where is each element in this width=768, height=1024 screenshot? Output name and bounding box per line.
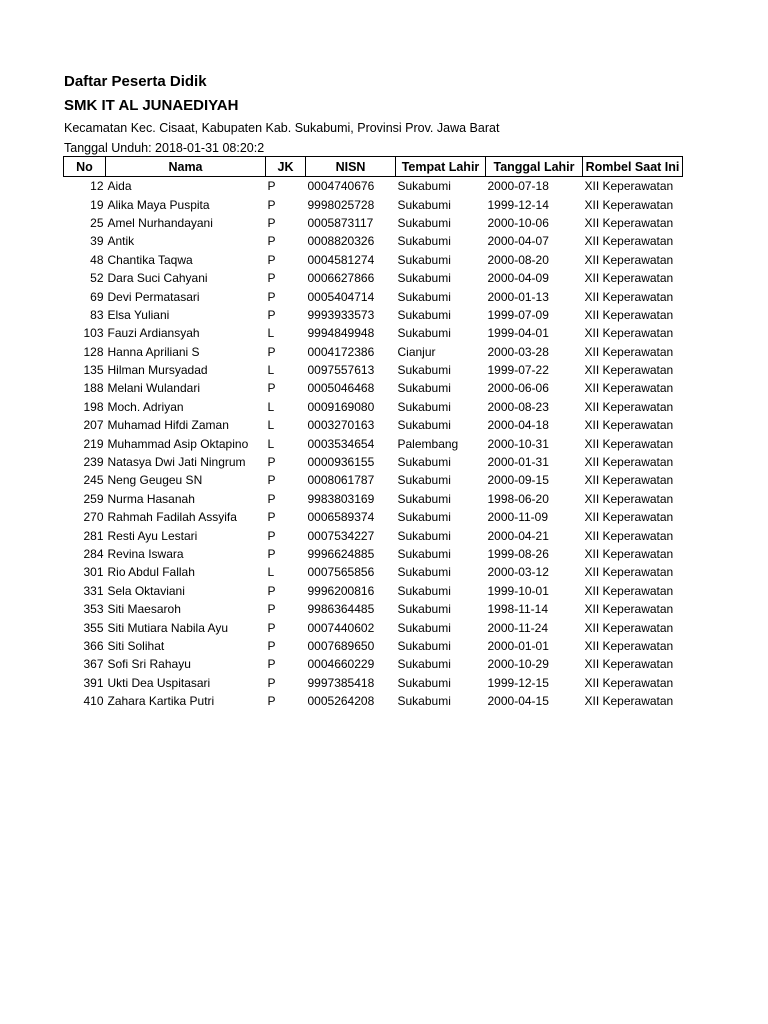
table-row [64,379,683,397]
cell-tanggal-lahir: 2000-03-28 [487,344,549,359]
cell-tempat-lahir: Sukabumi [397,602,451,617]
cell-no: 219 [83,436,104,451]
cell-nisn: 0005264208 [307,694,375,709]
cell-nisn: 0007440602 [307,620,375,635]
table-row [64,545,683,563]
cell-jk: L [267,436,275,451]
cell-no: 12 [90,179,104,194]
cell-tempat-lahir: Sukabumi [397,307,451,322]
table-row [64,655,683,673]
cell-no: 410 [83,694,104,709]
cell-rombel: XII Keperawatan [584,473,674,488]
table-row [64,232,683,250]
cell-tanggal-lahir: 2000-08-20 [487,252,549,267]
cell-nama: Elsa Yuliani [107,307,170,322]
cell-jk: P [267,620,276,635]
cell-jk: P [267,547,276,561]
header-no: No [64,157,106,177]
table-header [64,157,683,177]
cell-tanggal-lahir: 2000-04-07 [487,234,549,249]
cell-jk: P [267,583,276,598]
cell-tempat-lahir: Sukabumi [397,675,451,690]
student-table [63,156,683,710]
table-row [64,637,683,655]
cell-rombel: XII Keperawatan [584,455,674,470]
cell-rombel: XII Keperawatan [584,583,674,598]
cell-nama: Revina Iswara [107,547,184,561]
cell-tanggal-lahir: 2000-03-12 [487,565,549,580]
cell-tempat-lahir: Sukabumi [397,326,451,341]
header-row [64,157,683,177]
cell-rombel: XII Keperawatan [584,363,674,378]
cell-jk: P [267,215,276,230]
cell-nama: Zahara Kartika Putri [107,694,215,709]
table-row [64,674,683,692]
cell-nama: Resti Ayu Lestari [107,528,198,543]
cell-tanggal-lahir: 2000-06-06 [487,381,549,396]
cell-jk: P [267,289,276,304]
cell-nama: Sofi Sri Rahayu [107,657,191,672]
cell-nama: Sela Oktaviani [107,583,185,598]
table-row [64,618,683,636]
cell-tanggal-lahir: 2000-04-09 [487,271,549,286]
cell-tanggal-lahir: 2000-10-31 [487,436,549,451]
cell-nama: Devi Permatasari [107,289,200,304]
cell-jk: P [267,638,276,653]
cell-tempat-lahir: Sukabumi [397,473,451,488]
cell-nisn: 9996624885 [307,547,375,561]
cell-nisn: 0006589374 [307,510,375,525]
cell-rombel: XII Keperawatan [584,436,674,451]
cell-tempat-lahir: Sukabumi [397,215,451,230]
cell-nama: Muhammad Asip Oktapino [107,436,249,451]
cell-no: 366 [83,638,104,653]
cell-nama: Antik [107,234,135,249]
table-row [64,600,683,618]
cell-no: 367 [83,657,104,672]
cell-nama: Fauzi Ardiansyah [107,326,200,341]
cell-nisn: 9997385418 [307,675,375,690]
cell-rombel: XII Keperawatan [584,399,674,414]
cell-rombel: XII Keperawatan [584,638,674,653]
cell-no: 135 [83,363,104,378]
cell-nama: Neng Geugeu SN [107,473,203,488]
cell-nisn: 0097557613 [307,363,375,378]
header-nisn: NISN [306,157,396,177]
cell-rombel: XII Keperawatan [584,694,674,709]
cell-tanggal-lahir: 1999-07-09 [487,307,549,322]
cell-jk: P [267,491,276,506]
cell-tanggal-lahir: 1999-10-01 [487,583,549,598]
cell-tempat-lahir: Sukabumi [397,565,451,580]
cell-tanggal-lahir: 2000-01-13 [487,289,549,304]
cell-tempat-lahir: Sukabumi [397,491,451,506]
cell-tempat-lahir: Sukabumi [397,657,451,672]
cell-no: 281 [83,528,104,543]
cell-tempat-lahir: Sukabumi [397,694,451,709]
location-line: Kecamatan Kec. Cisaat, Kabupaten Kab. Sukabumi, Provinsi Prov. Jawa Barat [64,121,500,135]
header-nama: Nama [106,157,266,177]
table-row [64,582,683,600]
cell-jk: P [267,381,276,396]
cell-tanggal-lahir: 1999-04-01 [487,326,549,341]
cell-jk: P [267,675,276,690]
cell-tempat-lahir: Sukabumi [397,197,451,212]
cell-rombel: XII Keperawatan [584,344,674,359]
cell-jk: P [267,252,276,267]
table-row [64,324,683,342]
cell-nisn: 0008820326 [307,234,375,249]
cell-jk: L [267,418,275,433]
table-row [64,343,683,361]
cell-nama: Chantika Taqwa [107,252,193,267]
cell-nisn: 0003270163 [307,418,375,433]
download-date: Tanggal Unduh: 2018-01-31 08:20:2 [64,141,265,155]
table-body [64,177,683,711]
cell-jk: P [267,234,276,249]
cell-no: 39 [90,234,104,249]
cell-tanggal-lahir: 1999-12-15 [487,675,549,690]
cell-no: 48 [90,252,104,267]
cell-tempat-lahir: Sukabumi [397,528,451,543]
cell-nama: Moch. Adriyan [107,399,184,414]
cell-tanggal-lahir: 1999-08-26 [487,547,549,561]
cell-nama: Nurma Hasanah [107,491,195,506]
cell-jk: P [267,307,276,322]
cell-nisn: 0005873117 [307,215,374,230]
cell-no: 128 [83,344,104,359]
cell-nisn: 0004740676 [307,179,375,194]
cell-nama: Natasya Dwi Jati Ningrum [107,455,246,470]
cell-nisn: 9993933573 [307,307,375,322]
cell-nama: Rahmah Fadilah Assyifa [107,510,237,525]
cell-rombel: XII Keperawatan [584,381,674,396]
cell-no: 331 [83,583,104,598]
table-row [64,416,683,434]
table-row [64,434,683,452]
cell-tempat-lahir: Palembang [397,436,459,451]
cell-nama: Siti Maesaroh [107,602,181,617]
cell-jk: P [267,179,276,194]
table-row [64,177,683,196]
cell-tempat-lahir: Sukabumi [397,179,451,194]
cell-tanggal-lahir: 2000-08-23 [487,399,549,414]
cell-rombel: XII Keperawatan [584,179,674,194]
cell-tanggal-lahir: 2000-04-21 [487,528,549,543]
cell-rombel: XII Keperawatan [584,289,674,304]
cell-no: 301 [83,565,104,580]
cell-tempat-lahir: Sukabumi [397,252,451,267]
cell-no: 270 [83,510,104,525]
cell-nisn: 0003534654 [307,436,375,451]
cell-nisn: 0005046468 [307,381,375,396]
cell-jk: P [267,510,276,525]
cell-nama: Aida [107,179,132,194]
header-tanggal-lahir: Tanggal Lahir [486,157,583,177]
cell-nisn: 9996200816 [307,583,375,598]
cell-tempat-lahir: Sukabumi [397,399,451,414]
cell-tempat-lahir: Sukabumi [397,234,451,249]
cell-rombel: XII Keperawatan [584,565,674,580]
cell-no: 245 [83,473,104,488]
cell-no: 207 [83,418,104,433]
cell-jk: P [267,528,276,543]
cell-tempat-lahir: Sukabumi [397,271,451,286]
cell-jk: P [267,473,276,488]
cell-nisn: 9986364485 [307,602,375,617]
cell-rombel: XII Keperawatan [584,215,674,230]
header-rombel: Rombel Saat Ini [583,157,683,177]
cell-jk: P [267,657,276,672]
document-title: Daftar Peserta Didik [64,73,207,90]
table-row [64,251,683,269]
cell-no: 284 [83,547,104,561]
cell-tanggal-lahir: 2000-01-01 [487,638,549,653]
cell-jk: P [267,455,276,470]
cell-nisn: 0000936155 [307,455,375,470]
cell-rombel: XII Keperawatan [584,675,674,690]
cell-no: 259 [83,491,104,506]
cell-tempat-lahir: Sukabumi [397,418,451,433]
cell-nama: Alika Maya Puspita [107,197,210,212]
cell-rombel: XII Keperawatan [584,547,674,561]
table-row [64,195,683,213]
cell-rombel: XII Keperawatan [584,491,674,506]
cell-nama: Dara Suci Cahyani [107,271,208,286]
cell-rombel: XII Keperawatan [584,252,674,267]
cell-nama: Ukti Dea Uspitasari [107,675,211,690]
cell-tanggal-lahir: 1999-12-14 [487,197,549,212]
cell-no: 355 [83,620,104,635]
cell-rombel: XII Keperawatan [584,326,674,341]
cell-nisn: 0007534227 [307,528,375,543]
cell-nisn: 0008061787 [307,473,375,488]
school-name: SMK IT AL JUNAEDIYAH [64,97,239,114]
table-row [64,692,683,710]
cell-rombel: XII Keperawatan [584,528,674,543]
cell-nisn: 0007689650 [307,638,375,653]
cell-jk: P [267,602,276,617]
cell-tanggal-lahir: 1998-06-20 [487,491,549,506]
cell-no: 25 [90,215,104,230]
table-row [64,526,683,544]
cell-rombel: XII Keperawatan [584,418,674,433]
cell-tanggal-lahir: 2000-11-09 [487,510,548,525]
cell-nisn: 0004581274 [307,252,375,267]
cell-tempat-lahir: Sukabumi [397,620,451,635]
cell-nama: Muhamad Hifdi Zaman [107,418,229,433]
table-row [64,490,683,508]
cell-nama: Rio Abdul Fallah [107,565,195,580]
cell-tempat-lahir: Sukabumi [397,363,451,378]
cell-rombel: XII Keperawatan [584,307,674,322]
header-jk: JK [266,157,306,177]
cell-jk: P [267,197,276,212]
table-row [64,306,683,324]
cell-tanggal-lahir: 1998-11-14 [487,602,548,617]
cell-nisn: 9994849948 [307,326,375,341]
cell-tempat-lahir: Sukabumi [397,289,451,304]
cell-no: 103 [83,326,104,341]
cell-no: 198 [83,399,104,414]
cell-nisn: 0004660229 [307,657,375,672]
cell-rombel: XII Keperawatan [584,620,674,635]
cell-no: 69 [90,289,104,304]
cell-tempat-lahir: Sukabumi [397,547,451,561]
header-tempat-lahir: Tempat Lahir [396,157,486,177]
cell-nisn: 0006627866 [307,271,375,286]
cell-nama: Hanna Apriliani S [107,344,200,359]
cell-nama: Melani Wulandari [107,381,200,396]
cell-no: 391 [83,675,104,690]
table-row [64,287,683,305]
cell-jk: L [267,565,275,580]
table-row [64,361,683,379]
cell-no: 353 [83,602,104,617]
cell-no: 19 [90,197,104,212]
cell-rombel: XII Keperawatan [584,602,674,617]
cell-jk: P [267,694,276,709]
cell-jk: L [267,363,275,378]
cell-tempat-lahir: Sukabumi [397,638,451,653]
cell-jk: L [267,326,275,341]
cell-nisn: 9983803169 [307,491,375,506]
cell-tempat-lahir: Cianjur [397,344,436,359]
cell-tanggal-lahir: 2000-04-18 [487,418,549,433]
cell-no: 239 [83,455,104,470]
cell-nama: Siti Mutiara Nabila Ayu [107,620,229,635]
cell-tanggal-lahir: 2000-10-06 [487,215,549,230]
table-row [64,453,683,471]
cell-no: 83 [90,307,104,322]
cell-nisn: 9998025728 [307,197,375,212]
table-row [64,471,683,489]
table-row [64,398,683,416]
cell-nisn: 0005404714 [307,289,375,304]
cell-tempat-lahir: Sukabumi [397,583,451,598]
table-row [64,508,683,526]
cell-rombel: XII Keperawatan [584,510,674,525]
cell-nisn: 0004172386 [307,344,375,359]
cell-rombel: XII Keperawatan [584,197,674,212]
cell-nama: Siti Solihat [107,638,165,653]
table-row [64,214,683,232]
cell-tanggal-lahir: 2000-10-29 [487,657,549,672]
cell-nama: Amel Nurhandayani [107,215,213,230]
cell-tempat-lahir: Sukabumi [397,381,451,396]
cell-jk: P [267,271,276,286]
cell-jk: P [267,344,276,359]
cell-tanggal-lahir: 1999-07-22 [487,363,549,378]
cell-tanggal-lahir: 2000-09-15 [487,473,549,488]
cell-tempat-lahir: Sukabumi [397,510,451,525]
cell-jk: L [267,399,275,414]
table-row [64,563,683,581]
cell-rombel: XII Keperawatan [584,657,674,672]
cell-tempat-lahir: Sukabumi [397,455,451,470]
cell-no: 188 [83,381,104,396]
cell-tanggal-lahir: 2000-01-31 [487,455,549,470]
cell-no: 52 [90,271,104,286]
cell-rombel: XII Keperawatan [584,234,674,249]
table-row [64,269,683,287]
cell-tanggal-lahir: 2000-07-18 [487,179,549,194]
cell-tanggal-lahir: 2000-11-24 [487,620,548,635]
cell-rombel: XII Keperawatan [584,271,674,286]
cell-nisn: 0007565856 [307,565,375,580]
cell-tanggal-lahir: 2000-04-15 [487,694,549,709]
cell-nama: Hilman Mursyadad [107,363,208,378]
cell-nisn: 0009169080 [307,399,375,414]
